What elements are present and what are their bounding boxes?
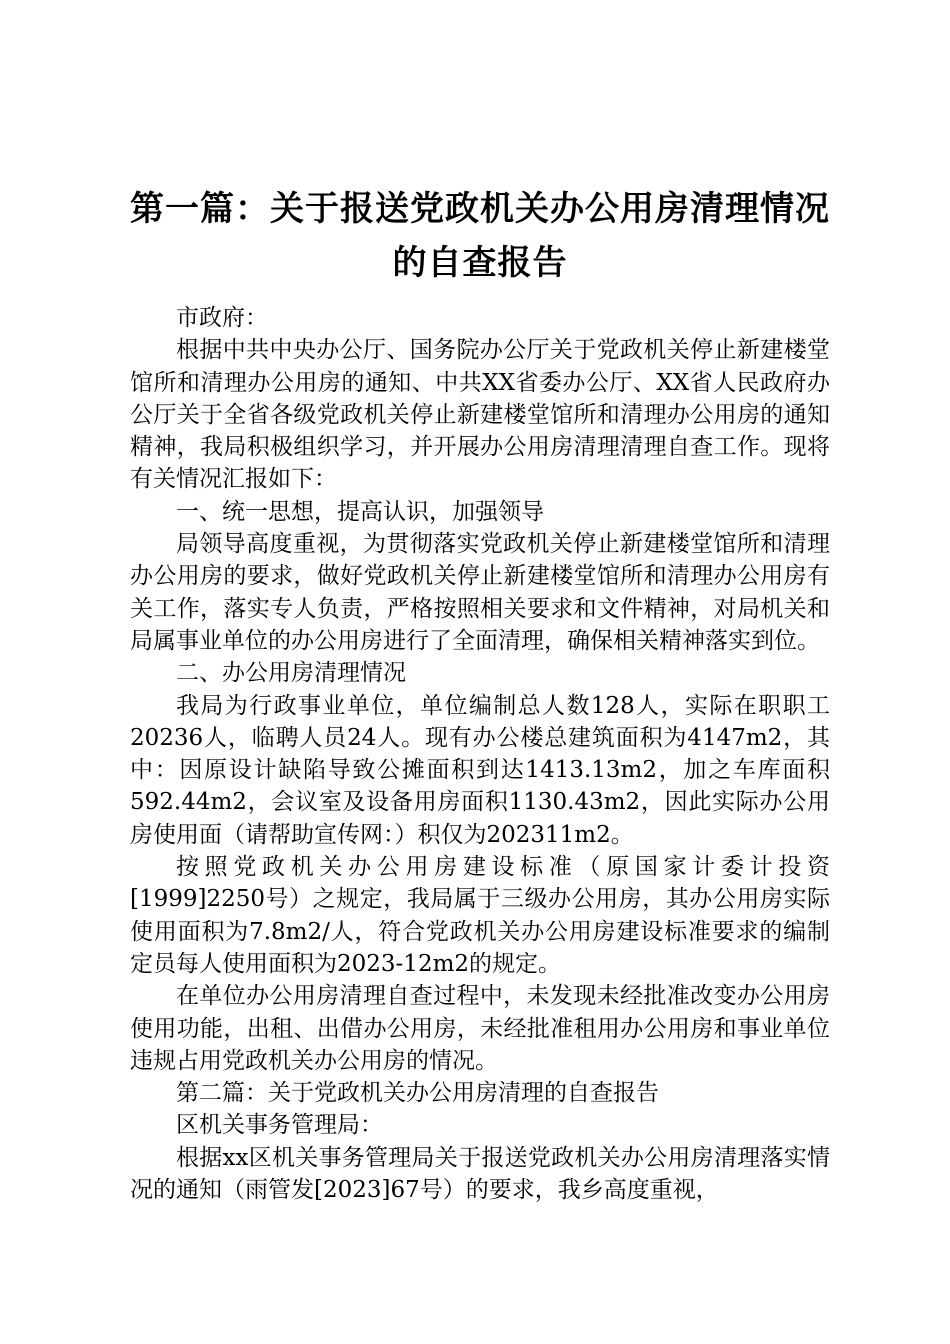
paragraph: 按照党政机关办公用房建设标准（原国家计委计投资[1999]2250号）之规定，我局属于三级办公用房，其办公用房实际使用面积为7.8m2/人，符合党政机关办公用房建设标准要求的编制定员每人使用面积为2023-12m2的规定。: [130, 854, 830, 977]
paragraph: 局领导高度重视，为贯彻落实党政机关停止新建楼堂馆所和清理办公用房的要求，做好党政机关停止新建楼堂馆所和清理办公用房有关工作，落实专人负责，严格按照相关要求和文件精神，对局机关和局属事业单位的办公用房进行了全面清理，确保相关精神落实到位。: [130, 531, 830, 654]
document-page: [130, 182, 830, 1206]
document-title: [130, 182, 830, 290]
paragraph: 根据中共中央办公厅、国务院办公厅关于党政机关停止新建楼堂馆所和清理办公用房的通知、中共XX省委办公厅、XX省人民政府办公厅关于全省各级党政机关停止新建楼堂馆所和清理办公用房的通知精神，我局积极组织学习，并开展办公用房清理清理自查工作。现将有关情况汇报如下：: [130, 337, 830, 493]
title-line-2: 的自查报告: [392, 243, 568, 283]
second-part-heading: 第二篇：关于党政机关办公用房清理的自查报告: [176, 1080, 659, 1107]
document-body: [130, 302, 830, 1206]
section-heading: 一、统一思想，提高认识，加强领导: [176, 498, 544, 525]
salutation: 区机关事务管理局：: [176, 1112, 383, 1139]
title-line-1: 第一篇：关于报送党政机关办公用房清理情况: [130, 189, 830, 229]
paragraph: 根据xx区机关事务管理局关于报送党政机关办公用房清理落实情况的通知（雨管发[2023]67号）的要求，我乡高度重视，: [130, 1144, 830, 1204]
salutation: 市政府：: [176, 305, 268, 331]
paragraph: 我局为行政事业单位，单位编制总人数128人，实际在职职工20236人，临聘人员24人。现有办公楼总建筑面积为4147m2，其中：因原设计缺陷导致公摊面积到达1413.13m2，加之车库面积592.44m2，会议室及设备用房面积1130.43m2，因此实际办公用房使用面（请帮助宣传网：）积仅为202311m2。: [130, 692, 830, 848]
section-heading: 二、办公用房清理情况: [176, 660, 406, 687]
paragraph: 在单位办公用房清理自查过程中，未发现未经批准改变办公用房使用功能，出租、出借办公用房，未经批准租用办公用房和事业单位违规占用党政机关办公用房的情况。: [130, 983, 830, 1074]
